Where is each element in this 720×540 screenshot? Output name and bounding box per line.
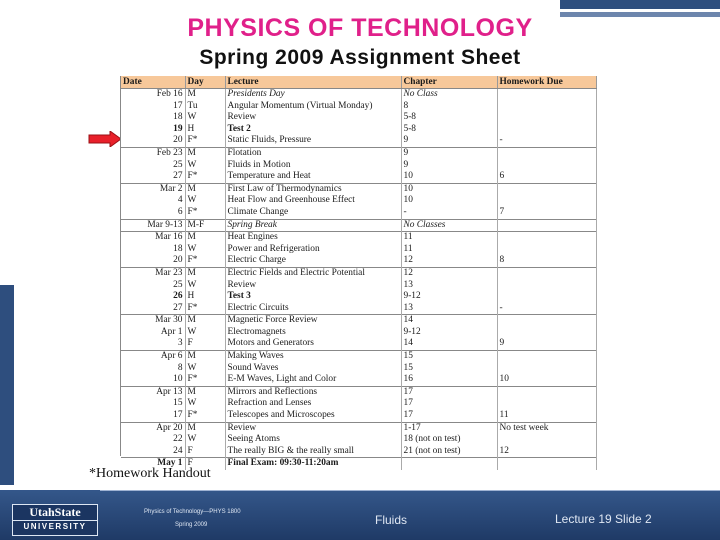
cell-day: M [185, 422, 225, 434]
cell-lecture: Spring Break [225, 219, 401, 232]
university-logo [12, 504, 98, 536]
table-row [121, 171, 596, 183]
cell-date: Apr 1 [121, 327, 185, 339]
cell-lecture: Seeing Atoms [225, 434, 401, 446]
cell-day: W [185, 160, 225, 172]
cell-day: W [185, 195, 225, 207]
cell-chapter: 8 [401, 101, 497, 113]
cell-homework [497, 280, 596, 292]
cell-lecture: Fluids in Motion [225, 160, 401, 172]
cell-homework: - [497, 303, 596, 315]
cell-day: W [185, 398, 225, 410]
cell-day: M [185, 351, 225, 363]
cell-day: W [185, 327, 225, 339]
footer-slide-number: Lecture 19 Slide 2 [555, 512, 652, 526]
cell-chapter: No Classes [401, 219, 497, 232]
cell-date: 20 [121, 135, 185, 147]
table-row [121, 101, 596, 113]
slide-subtitle: Spring 2009 Assignment Sheet [199, 46, 521, 69]
cell-lecture: Review [225, 280, 401, 292]
cell-lecture: Sound Waves [225, 363, 401, 375]
footer-divider [100, 490, 720, 491]
cell-lecture: Mirrors and Reflections [225, 386, 401, 398]
cell-lecture: Magnetic Force Review [225, 315, 401, 327]
cell-homework [497, 267, 596, 279]
cell-lecture: Presidents Day [225, 89, 401, 101]
cell-date: 18 [121, 112, 185, 124]
cell-homework: 8 [497, 255, 596, 267]
table-row [121, 89, 596, 101]
cell-chapter: - [401, 207, 497, 219]
cell-day: W [185, 434, 225, 446]
logo-subtext: UNIVERSITY [13, 520, 97, 533]
table-row [121, 303, 596, 315]
cell-day: M-F [185, 219, 225, 232]
cell-lecture: Test 2 [225, 124, 401, 136]
cell-lecture: Temperature and Heat [225, 171, 401, 183]
table-row [121, 267, 596, 279]
cell-day: M [185, 232, 225, 244]
cell-chapter: 21 (not on test) [401, 446, 497, 458]
cell-lecture: Test 3 [225, 291, 401, 303]
cell-chapter: 15 [401, 363, 497, 375]
cell-day: Tu [185, 101, 225, 113]
cell-day: F* [185, 303, 225, 315]
cell-date: 22 [121, 434, 185, 446]
cell-day: H [185, 291, 225, 303]
decorative-side-bar [0, 285, 14, 485]
cell-date: 19 [121, 124, 185, 136]
cell-homework [497, 315, 596, 327]
cell-date: 27 [121, 171, 185, 183]
cell-chapter: 9 [401, 135, 497, 147]
cell-chapter: 12 [401, 267, 497, 279]
cell-day: F* [185, 207, 225, 219]
cell-date: 27 [121, 303, 185, 315]
cell-lecture: Power and Refrigeration [225, 244, 401, 256]
cell-homework [497, 386, 596, 398]
cell-chapter: 13 [401, 303, 497, 315]
cell-chapter: 14 [401, 338, 497, 350]
cell-lecture: Heat Flow and Greenhouse Effect [225, 195, 401, 207]
table-row [121, 446, 596, 458]
cell-day: M [185, 89, 225, 101]
column-header-date: Date [121, 76, 185, 89]
table-row [121, 160, 596, 172]
cell-day: F* [185, 135, 225, 147]
cell-homework [497, 112, 596, 124]
cell-lecture: Heat Engines [225, 232, 401, 244]
cell-date: 25 [121, 280, 185, 292]
column-header-lecture: Lecture [225, 76, 401, 89]
cell-date: 6 [121, 207, 185, 219]
cell-date: 10 [121, 374, 185, 386]
cell-date: Mar 9-13 [121, 219, 185, 232]
table-row [121, 124, 596, 136]
cell-day: M [185, 315, 225, 327]
cell-lecture: Angular Momentum (Virtual Monday) [225, 101, 401, 113]
cell-date: 15 [121, 398, 185, 410]
decorative-stripe-top [560, 0, 720, 9]
table-row [121, 183, 596, 195]
table-row [121, 398, 596, 410]
cell-lecture: Review [225, 112, 401, 124]
column-header-day: Day [185, 76, 225, 89]
cell-date: Feb 23 [121, 147, 185, 159]
cell-lecture: Static Fluids, Pressure [225, 135, 401, 147]
table-row [121, 386, 596, 398]
table-row [121, 351, 596, 363]
cell-day: F [185, 458, 225, 470]
cell-day: W [185, 280, 225, 292]
cell-homework [497, 195, 596, 207]
cell-date: Apr 20 [121, 422, 185, 434]
table-row [121, 422, 596, 434]
column-header-chapter: Chapter [401, 76, 497, 89]
cell-homework: 7 [497, 207, 596, 219]
table-row [121, 135, 596, 147]
cell-date: 8 [121, 363, 185, 375]
cell-homework: 6 [497, 171, 596, 183]
cell-homework [497, 291, 596, 303]
cell-date: Mar 16 [121, 232, 185, 244]
cell-chapter: 11 [401, 232, 497, 244]
cell-lecture: First Law of Thermodynamics [225, 183, 401, 195]
cell-homework [497, 458, 596, 470]
assignment-sheet [120, 76, 597, 469]
cell-date: Mar 2 [121, 183, 185, 195]
cell-day: M [185, 183, 225, 195]
cell-homework: 10 [497, 374, 596, 386]
cell-chapter: 17 [401, 410, 497, 422]
cell-lecture: Review [225, 422, 401, 434]
cell-lecture: Electromagnets [225, 327, 401, 339]
cell-day: F* [185, 410, 225, 422]
cell-homework: 9 [497, 338, 596, 350]
cell-chapter: 15 [401, 351, 497, 363]
cell-lecture: Electric Fields and Electric Potential [225, 267, 401, 279]
table-row [121, 147, 596, 159]
cell-date: Apr 6 [121, 351, 185, 363]
table-row [121, 207, 596, 219]
cell-date: Apr 13 [121, 386, 185, 398]
cell-date: Feb 16 [121, 89, 185, 101]
column-header-homework-due: Homework Due [497, 76, 596, 89]
cell-homework [497, 327, 596, 339]
homework-handout-note: *Homework Handout [89, 466, 211, 481]
cell-chapter: 12 [401, 255, 497, 267]
cell-lecture: Motors and Generators [225, 338, 401, 350]
cell-chapter: 9 [401, 160, 497, 172]
cell-date: 18 [121, 244, 185, 256]
cell-date: 17 [121, 101, 185, 113]
table-row [121, 195, 596, 207]
cell-homework [497, 398, 596, 410]
table-row [121, 244, 596, 256]
cell-date: Mar 23 [121, 267, 185, 279]
cell-chapter: 17 [401, 398, 497, 410]
cell-homework [497, 89, 596, 101]
cell-chapter [401, 458, 497, 470]
cell-lecture: Making Waves [225, 351, 401, 363]
cell-homework [497, 219, 596, 232]
cell-chapter: 5-8 [401, 112, 497, 124]
table-row [121, 327, 596, 339]
table-row [121, 112, 596, 124]
cell-chapter: 11 [401, 244, 497, 256]
slide-title: PHYSICS OF TECHNOLOGY [187, 14, 533, 42]
cell-chapter: 9-12 [401, 291, 497, 303]
cell-chapter: 10 [401, 195, 497, 207]
cell-day: W [185, 112, 225, 124]
cell-day: W [185, 244, 225, 256]
cell-lecture: E-M Waves, Light and Color [225, 374, 401, 386]
cell-day: M [185, 386, 225, 398]
cell-chapter: 18 (not on test) [401, 434, 497, 446]
footer-topic: Fluids [375, 513, 408, 527]
cell-date: Mar 30 [121, 315, 185, 327]
cell-lecture: Refraction and Lenses [225, 398, 401, 410]
cell-homework [497, 183, 596, 195]
cell-date: 20 [121, 255, 185, 267]
cell-homework [497, 434, 596, 446]
table-row [121, 410, 596, 422]
cell-lecture: Telescopes and Microscopes [225, 410, 401, 422]
schedule-table [121, 76, 597, 470]
cell-lecture: Climate Change [225, 207, 401, 219]
table-header-row [121, 76, 596, 89]
cell-date: 26 [121, 291, 185, 303]
cell-homework [497, 351, 596, 363]
cell-homework [497, 363, 596, 375]
cell-date: 4 [121, 195, 185, 207]
cell-chapter: 10 [401, 183, 497, 195]
cell-lecture: Electric Circuits [225, 303, 401, 315]
table-row [121, 280, 596, 292]
cell-homework: 11 [497, 410, 596, 422]
footer-term: Spring 2009 [175, 522, 208, 528]
cell-lecture: Electric Charge [225, 255, 401, 267]
cell-homework [497, 244, 596, 256]
table-row [121, 255, 596, 267]
cell-date: 25 [121, 160, 185, 172]
cell-day: F* [185, 255, 225, 267]
table-row [121, 232, 596, 244]
cell-day: F* [185, 374, 225, 386]
table-row [121, 374, 596, 386]
table-row [121, 363, 596, 375]
cell-homework [497, 232, 596, 244]
cell-chapter: No Class [401, 89, 497, 101]
cell-date: 24 [121, 446, 185, 458]
cell-day: F [185, 338, 225, 350]
cell-day: F [185, 446, 225, 458]
cell-homework: - [497, 135, 596, 147]
footer-course: Physics of Technology—PHYS 1800 [144, 509, 241, 515]
table-row [121, 291, 596, 303]
cell-chapter: 5-8 [401, 124, 497, 136]
logo-wordmark: UtahState [29, 505, 81, 519]
cell-date: May 1 [121, 458, 185, 470]
cell-chapter: 13 [401, 280, 497, 292]
cell-homework: 12 [497, 446, 596, 458]
cell-chapter: 9-12 [401, 327, 497, 339]
cell-day: M [185, 267, 225, 279]
cell-homework: No test week [497, 422, 596, 434]
pointer-arrow-icon [88, 131, 122, 147]
cell-lecture: The really BIG & the really small [225, 446, 401, 458]
table-row [121, 338, 596, 350]
cell-chapter: 10 [401, 171, 497, 183]
table-row [121, 315, 596, 327]
cell-date: 3 [121, 338, 185, 350]
cell-chapter: 14 [401, 315, 497, 327]
cell-lecture: Final Exam: 09:30-11:20am [225, 458, 401, 470]
cell-homework [497, 147, 596, 159]
cell-day: M [185, 147, 225, 159]
cell-day: H [185, 124, 225, 136]
table-row [121, 219, 596, 232]
cell-homework [497, 124, 596, 136]
cell-lecture: Flotation [225, 147, 401, 159]
cell-homework [497, 160, 596, 172]
cell-date: 17 [121, 410, 185, 422]
table-row [121, 434, 596, 446]
cell-chapter: 17 [401, 386, 497, 398]
cell-chapter: 9 [401, 147, 497, 159]
cell-day: F* [185, 171, 225, 183]
cell-chapter: 16 [401, 374, 497, 386]
cell-chapter: 1-17 [401, 422, 497, 434]
cell-day: W [185, 363, 225, 375]
cell-homework [497, 101, 596, 113]
